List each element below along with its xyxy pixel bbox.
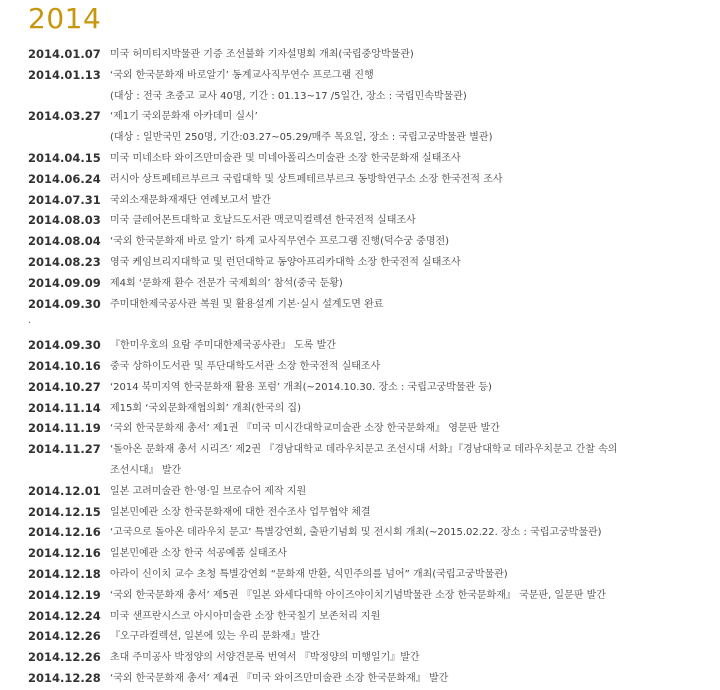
entry-text: ‘국외 한국문화재 총서’ 제1권 『미국 미시간대학교미술관 소장 한국문화재』 영문판 발간 (110, 423, 500, 435)
entry-text-detail: (대상 : 전국 초중고 교사 40명, 기간 : 01.13~17 /5일간, 장소 : 국립민속박물관) (110, 90, 467, 102)
entry-date: 2014.11.19 (28, 421, 101, 436)
entry-date: 2014.10.27 (28, 379, 101, 394)
entry-date: 2014.12.28 (28, 670, 101, 685)
entry-date: 2014.11.14 (28, 400, 101, 415)
timeline-entry (0, 357, 720, 378)
entry-text: 미국 허미티지박물관 기증 조선불화 기자설명회 개최(국립중앙박물관) (110, 49, 414, 60)
entry-text: 미국 클레어몬트대학교 호날드도서관 맥코믹컬렉션 한국전적 실태조사 (110, 215, 416, 227)
timeline-entry (0, 607, 720, 628)
entry-text: ‘국외 한국문화재 총서’ 제4권 『미국 와이즈만미술관 소장 한국문화재』 발간 (110, 672, 449, 684)
entry-text: 아라이 신이치 교수 초청 특별강연회 “문화재 반환, 식민주의를 넘어” 개최(국립고궁박물관) (110, 568, 508, 580)
entry-text: 미국 샌프란시스코 아시아미술관 소장 한국칠기 보존처리 지원 (110, 610, 381, 622)
entry-text: 『한미우호의 요람 주미대한제국공사관』 도록 발간 (110, 340, 336, 352)
entry-date: 2014.01.13 (28, 67, 101, 82)
entry-text: ‘국외 한국문화재 총서’ 제5권 『일본 와세다대학 아이즈야이치기념박물관 소장 한국문화재』 국문판, 일문판 발간 (110, 589, 606, 601)
timeline-entry (0, 170, 720, 191)
entry-text: 초대 주미공사 박정양의 서양견문록 번역서 『박정양의 미행일기』발간 (110, 652, 420, 664)
entry-date: 2014.08.03 (28, 213, 101, 228)
entry-date: 2014.12.19 (28, 587, 101, 602)
entry-date: 2014.10.16 (28, 358, 101, 373)
entry-text-block (110, 440, 710, 482)
timeline-entry (0, 419, 720, 440)
timeline-entry (0, 565, 720, 586)
entry-date: 2014.09.09 (28, 275, 101, 290)
entry-date: 2014.03.27 (28, 109, 101, 124)
timeline-entry (0, 648, 720, 669)
entry-date: 2014.12.24 (28, 608, 101, 623)
entry-text: ‘국외 한국문화재 바로알기’ 동계교사직무연수 프로그램 진행 (110, 69, 374, 81)
entry-date: 2014.12.18 (28, 566, 101, 581)
separator-dot: . (28, 315, 32, 327)
entry-date: 2014.04.15 (28, 150, 101, 165)
entry-date: 2014.01.07 (28, 47, 101, 61)
timeline-entry (0, 211, 720, 232)
entry-text: 미국 미네소타 와이즈만미술관 및 미네아폴리스미술관 소장 한국문화재 실태조사 (110, 152, 461, 164)
entry-date: 2014.12.16 (28, 525, 101, 540)
timeline-entry (0, 586, 720, 607)
entry-date: 2014.09.30 (28, 338, 101, 353)
entry-text: 주미대한제국공사관 복원 및 활용설계 기본·실시 설계도면 완료 (110, 298, 384, 310)
timeline-entry (0, 627, 720, 648)
entry-text: 제4회 ‘문화재 환수 전문가 국제회의’ 참석(중국 둔황) (110, 277, 343, 289)
entry-text: 일본 고려미술관 한·영·일 브로슈어 제작 지원 (110, 485, 307, 497)
timeline-entry (0, 45, 720, 66)
entry-date: 2014.08.04 (28, 234, 101, 249)
timeline-list (0, 45, 720, 690)
entry-date: 2014.12.26 (28, 650, 101, 665)
timeline-entry (0, 523, 720, 544)
entry-text: ‘제1기 국외문화재 아카데미 실시’ (110, 111, 258, 123)
entry-date: 2014.06.24 (28, 171, 101, 186)
entry-text: 『오구라컬렉션, 일본에 있는 우리 문화재』발간 (110, 631, 320, 643)
timeline-entry (0, 482, 720, 503)
entry-date: 2014.09.30 (28, 296, 101, 311)
entry-date: 2014.12.26 (28, 629, 101, 644)
separator-row (0, 315, 720, 336)
entry-text: ‘국외 한국문화재 바로 알기’ 하계 교사직무연수 프로그램 진행(덕수궁 중명전) (110, 236, 450, 248)
entry-text-block (110, 66, 710, 108)
timeline-entry (0, 107, 720, 149)
timeline-entry (0, 503, 720, 524)
entry-text: 영국 케임브리지대학교 및 런던대학교 동양아프리카대학 소장 한국전적 실태조사 (110, 256, 461, 268)
timeline-entry (0, 378, 720, 399)
entry-date: 2014.12.01 (28, 483, 101, 498)
timeline-entry (0, 669, 720, 690)
entry-text-detail: (대상 : 일반국민 250명, 기간:03.27~05.29/매주 목요일, 장소 : 국립고궁박물관 별관) (110, 132, 493, 144)
timeline-entry (0, 66, 720, 108)
entry-text: 러시아 상트페테르부르크 국립대학 및 상트페테르부르크 동방학연구소 소장 한국전적 조사 (110, 173, 503, 185)
timeline-entry (0, 274, 720, 295)
entry-date: 2014.11.27 (28, 442, 101, 457)
entry-date: 2014.12.16 (28, 546, 101, 561)
timeline-entry (0, 232, 720, 253)
entry-date: 2014.12.15 (28, 504, 101, 519)
entry-text: 중국 상하이도서관 및 푸단대학도서관 소장 한국전적 실태조사 (110, 360, 381, 372)
timeline-entry (0, 440, 720, 482)
entry-text-detail: 조선시대』 발간 (110, 464, 182, 476)
timeline-entry (0, 544, 720, 565)
timeline-entry (0, 295, 720, 316)
entry-text: ‘2014 북미지역 한국문화재 활용 포럼’ 개최(~2014.10.30. 장소 : 국립고궁박물관 등) (110, 381, 492, 393)
timeline-entry (0, 336, 720, 357)
entry-text: 일본민예관 소장 한국문화재에 대한 전수조사 업무협약 체결 (110, 506, 371, 518)
entry-date: 2014.08.23 (28, 254, 101, 269)
timeline-entry (0, 149, 720, 170)
timeline-entry (0, 253, 720, 274)
entry-text: ‘고국으로 돌아온 데라우치 문고’ 특별강연회, 출판기념회 및 전시회 개최(~2015.02.22. 장소 : 국립고궁박물관) (110, 527, 602, 539)
entry-text: 제15회 ‘국외문화재협의회’ 개최(한국의 집) (110, 402, 301, 414)
year-heading: 2014 (28, 2, 102, 35)
entry-text: ‘돌아온 문화재 총서 시리즈’ 제2권 『경남대학교 데라우치문고 조선시대 서화』『경남대학교 데라우치문고 간찰 속의 (110, 444, 618, 456)
entry-text: 일본민예관 소장 한국 석공예품 실태조사 (110, 548, 287, 560)
timeline-entry (0, 399, 720, 420)
entry-date: 2014.07.31 (28, 192, 101, 207)
entry-text-block (110, 107, 710, 149)
entry-text: 국외소재문화재재단 연례보고서 발간 (110, 194, 271, 206)
timeline-entry (0, 191, 720, 212)
